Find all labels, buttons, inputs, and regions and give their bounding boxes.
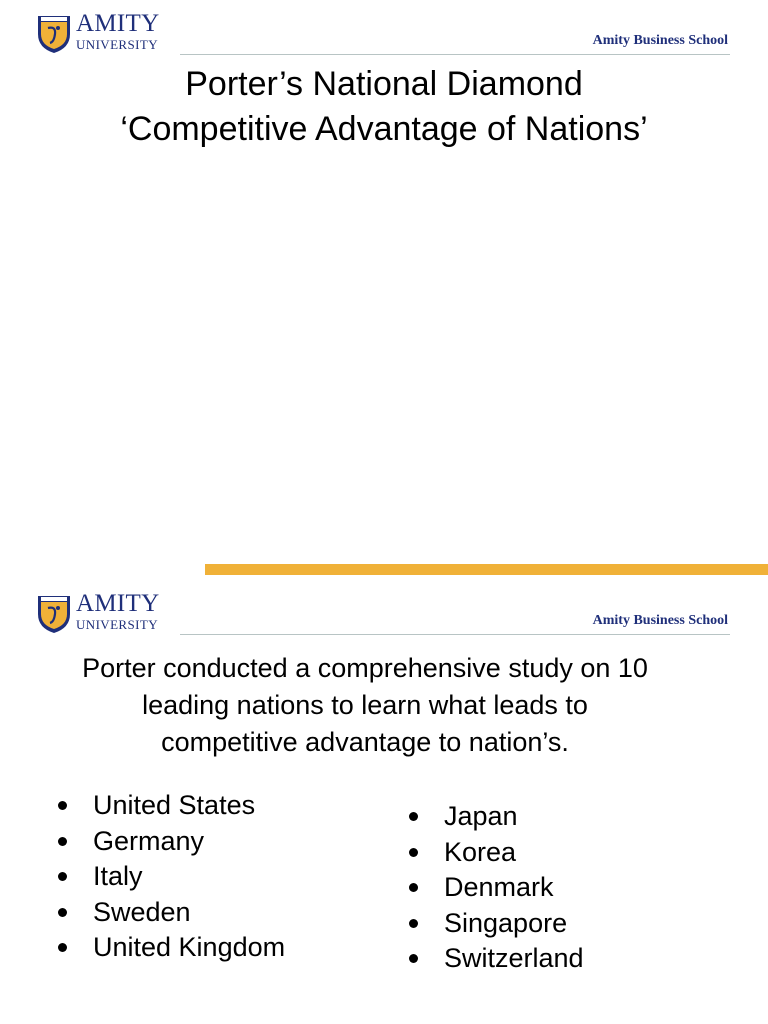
list-item [56,859,285,895]
country-name: Singapore [444,907,568,938]
country-name: Switzerland [444,943,584,973]
logo-wordmark: AMITY [76,10,160,37]
title-line-2: ‘Competitive Advantage of Nations’ [120,110,648,148]
header-divider [180,54,730,55]
country-name: Germany [93,825,205,856]
logo-wordmark: AMITY [76,590,160,617]
bullet-icon [409,848,418,857]
amity-logo [36,12,176,56]
bullet-icon [409,919,418,928]
intro-line-1: Porter conducted a comprehensive study on 10 [82,653,648,683]
intro-text [30,650,700,761]
list-item [407,906,584,942]
list-item [407,835,584,871]
header-divider [180,634,730,635]
country-name: United States [93,790,256,820]
amity-logo [36,592,176,636]
country-name: Korea [444,836,517,867]
slide-2 [0,580,768,1024]
bullet-icon [409,812,418,821]
bullet-icon [409,883,418,892]
bullet-icon [58,872,67,881]
list-item [56,788,285,824]
title-line-1: Porter’s National Diamond [185,65,583,103]
list-item [56,895,285,931]
country-list-left [56,788,285,966]
country-name: Sweden [93,896,191,927]
list-item [407,870,584,906]
bullet-icon [58,908,67,917]
shield-icon [36,12,72,54]
slide-separator-bar [205,564,768,575]
bullet-icon [58,837,67,846]
shield-icon [36,592,72,634]
bullet-icon [58,801,67,810]
slide-title [0,62,768,152]
bullet-icon [58,943,67,952]
country-list-right [407,799,584,977]
country-name: Italy [93,861,143,891]
country-name: United Kingdom [93,932,286,962]
list-item [56,930,285,966]
country-name: Japan [444,801,518,831]
list-item [407,799,584,835]
bullet-icon [409,954,418,963]
logo-subtitle: UNIVERSITY [76,617,158,632]
school-name: Amity Business School [592,33,728,48]
school-name: Amity Business School [592,613,728,628]
intro-line-3: competitive advantage to nation’s. [161,727,569,757]
list-item [407,941,584,977]
intro-line-2: leading nations to learn what leads to [142,690,588,720]
logo-subtitle: UNIVERSITY [76,37,158,52]
country-name: Denmark [444,872,554,902]
list-item [56,824,285,860]
